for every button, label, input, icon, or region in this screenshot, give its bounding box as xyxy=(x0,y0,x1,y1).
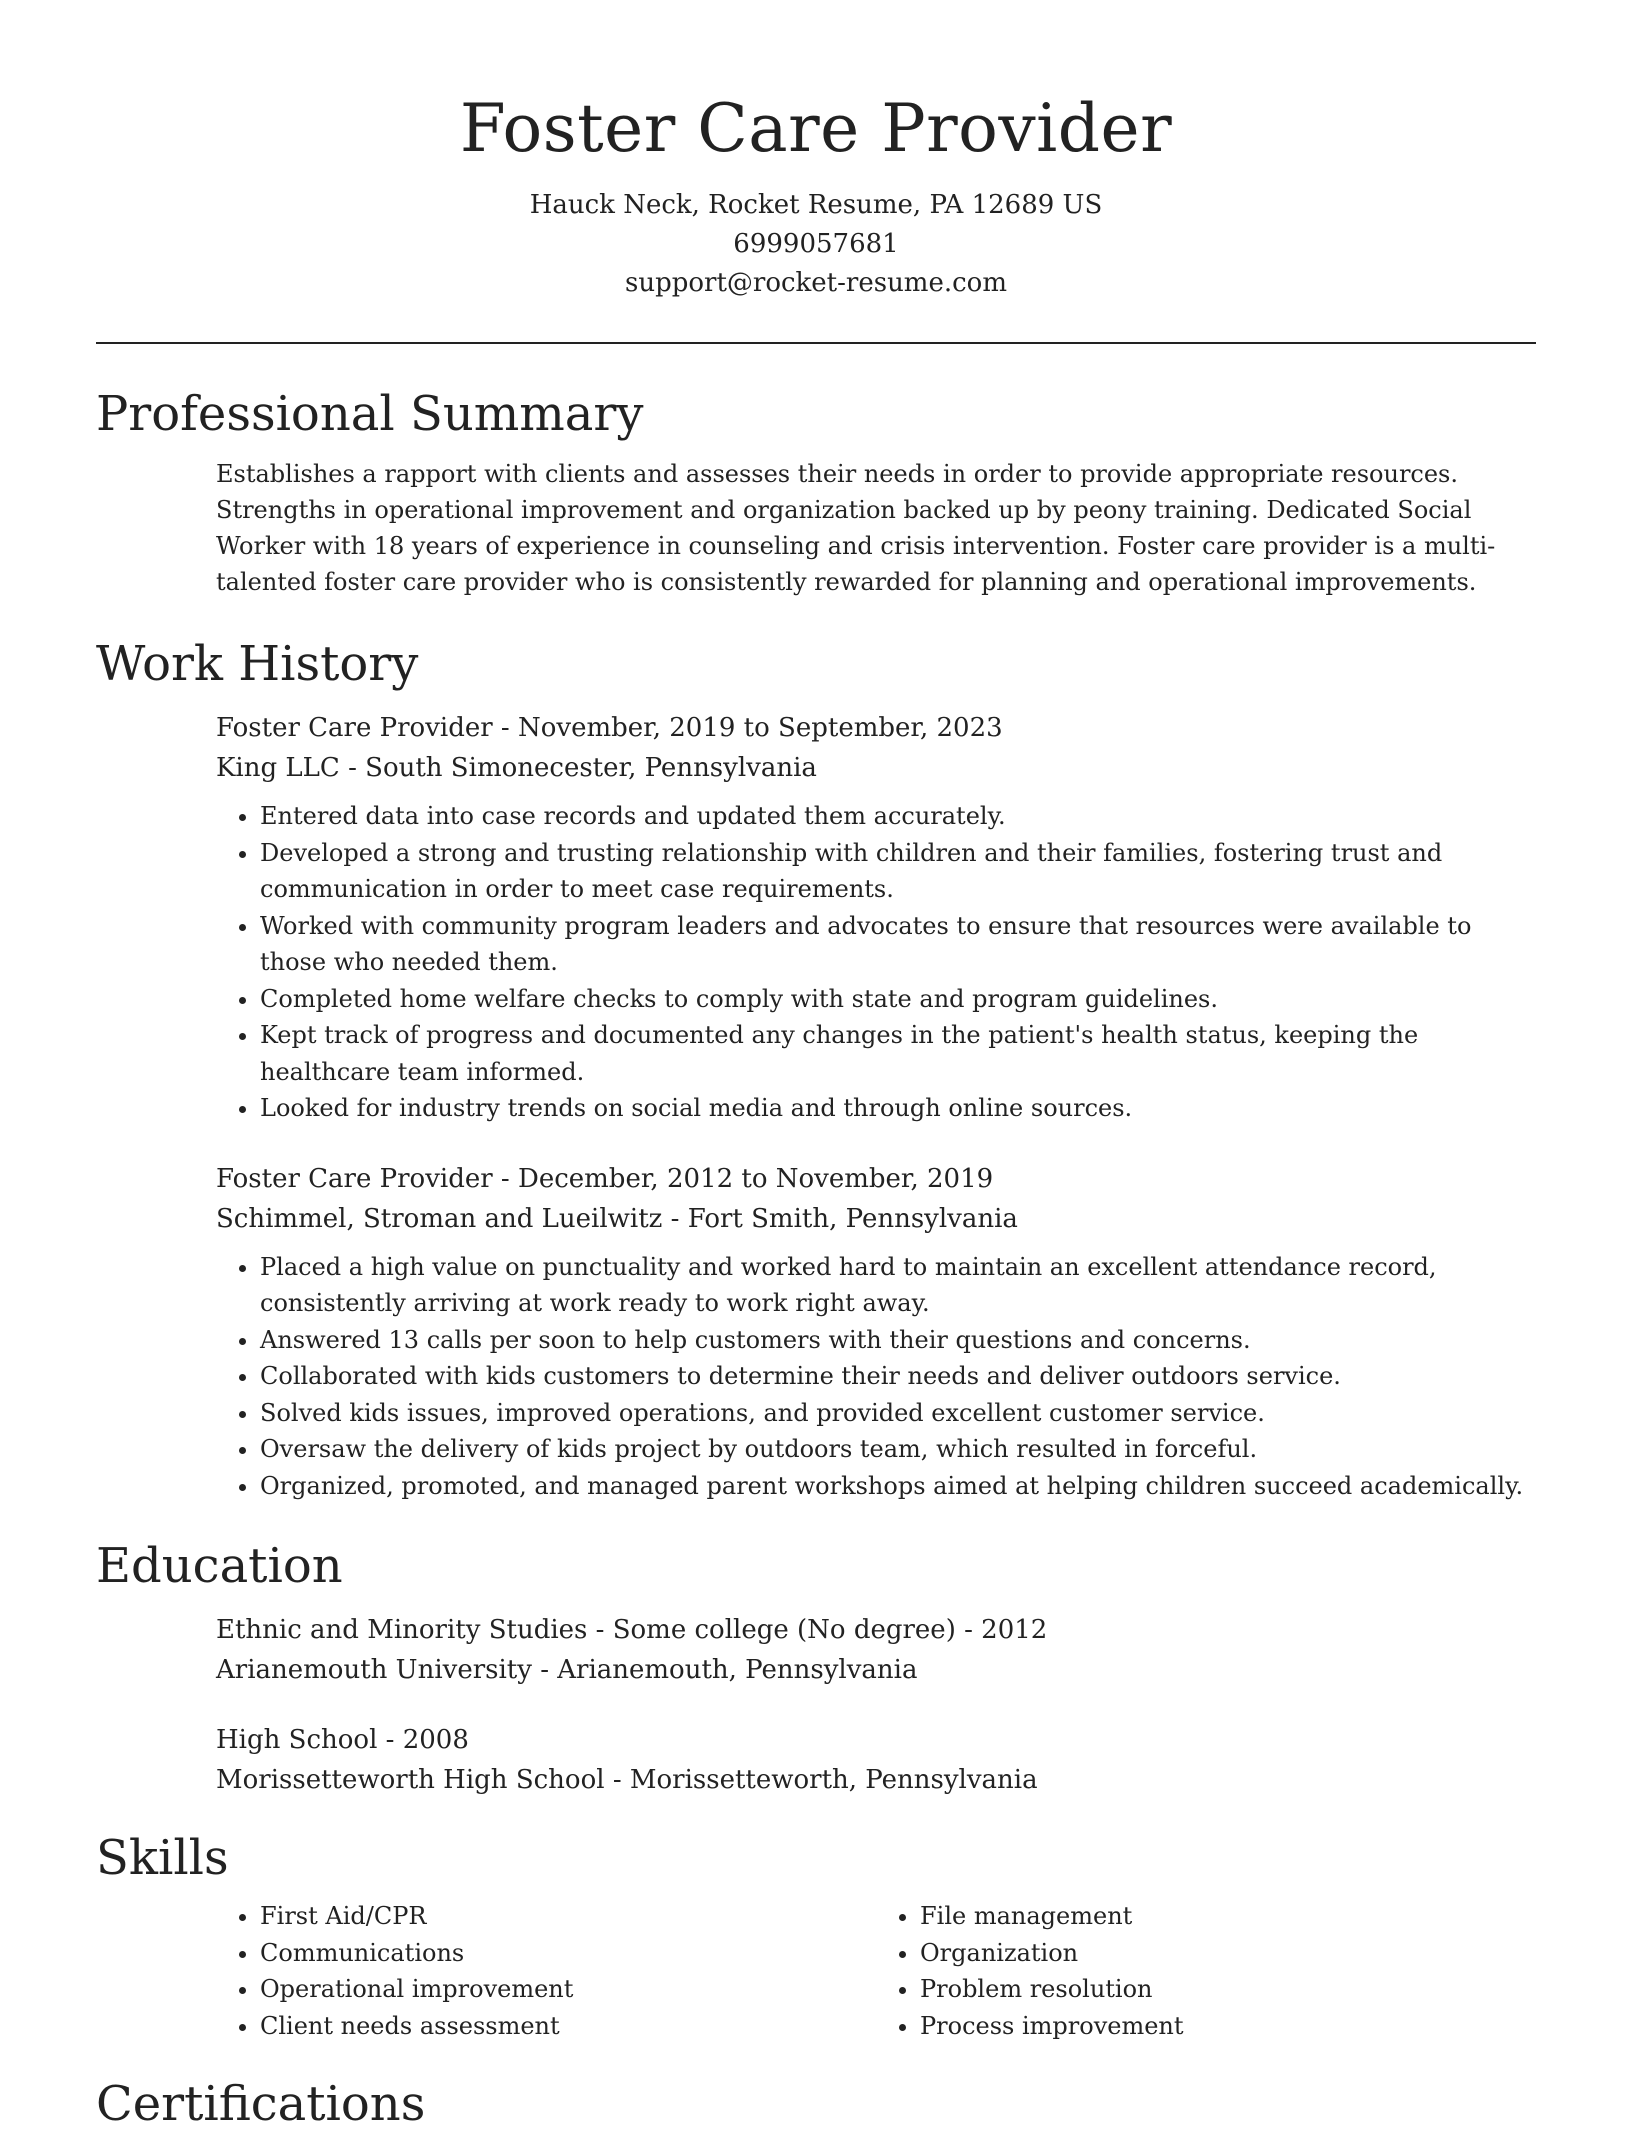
education-degree: Ethnic and Minority Studies - Some college (No degree) xyxy=(216,1615,956,1645)
job-title-line xyxy=(216,708,1536,748)
list-item: • Looked for industry trends on social media and through online sources. xyxy=(260,1090,1536,1127)
list-item: • Kept track of progress and documented any changes in the patient's health status, keeping the healthcare team informed. xyxy=(260,1017,1536,1090)
list-item: • Organization xyxy=(920,1935,1536,1972)
job-bullets xyxy=(216,798,1536,1127)
education-entry xyxy=(216,1720,1536,1800)
list-item: • File management xyxy=(920,1898,1536,1935)
list-item: • Client needs assessment xyxy=(260,2008,876,2045)
skills-list-right xyxy=(876,1898,1536,2044)
education-section xyxy=(96,1534,1536,1830)
summary-content xyxy=(216,456,1536,600)
education-content xyxy=(216,1610,1536,1800)
education-location: - Arianemouth, Pennsylvania xyxy=(531,1655,918,1685)
education-title: Education xyxy=(96,1538,343,1594)
job-company: King LLC xyxy=(216,753,340,783)
list-item: • Worked with community program leaders and advocates to ensure that resources were available to those who needed them. xyxy=(260,908,1536,981)
list-item: • Solved kids issues, improved operations, and provided excellent customer service. xyxy=(260,1395,1536,1432)
candidate-name: Foster Care Provider xyxy=(459,90,1173,167)
skills-grid xyxy=(216,1898,1536,2044)
education-degree-line xyxy=(216,1610,1536,1650)
job-position: Foster Care Provider xyxy=(216,1163,493,1194)
list-item: • Communications xyxy=(260,1935,876,1972)
list-item: • Problem resolution xyxy=(920,1971,1536,2008)
job-company: Schimmel, Stroman and Lueilwitz xyxy=(216,1203,663,1234)
summary-text: Establishes a rapport with clients and assesses their needs in order to provide appropriate resources. Strengths in operational improvement and organization backed up by peony training. Dedicated Social Worker with 18 years of experience in counseling and crisis intervention. Foster care provider is a multi-talented foster care provider who is consistently rewarded for planning and operational improvements. xyxy=(216,460,1496,596)
phone-number: 6999057681 xyxy=(733,229,899,259)
job-company-line xyxy=(216,748,1536,788)
education-degree-line xyxy=(216,1720,1536,1760)
skills-section xyxy=(96,1826,1536,2044)
summary-section xyxy=(96,382,1536,600)
education-entry xyxy=(216,1610,1536,1690)
list-item: • Entered data into case records and updated them accurately. xyxy=(260,798,1536,835)
certifications-section xyxy=(96,2072,1536,2136)
list-item: • Developed a strong and trusting relationship with children and their families, fostering trust and communication in order to meet case requirements. xyxy=(260,835,1536,908)
education-location: - Morissetteworth, Pennsylvania xyxy=(604,1765,1038,1795)
job-bullets xyxy=(216,1249,1536,1505)
job-location: - South Simonecester, Pennsylvania xyxy=(339,753,817,783)
skills-title: Skills xyxy=(96,1830,229,1886)
list-item: • Organized, promoted, and managed parent workshops aimed at helping children succeed academically. xyxy=(260,1468,1536,1505)
education-degree: High School xyxy=(216,1725,378,1755)
list-item: • First Aid/CPR xyxy=(260,1898,876,1935)
education-year: - 2008 xyxy=(377,1725,469,1755)
list-item: • Placed a high value on punctuality and worked hard to maintain an excellent attendance record, consistently arriving at work ready to work right away. xyxy=(260,1249,1536,1322)
education-school: Arianemouth University xyxy=(216,1655,532,1685)
job-entry xyxy=(216,708,1536,1127)
address: Hauck Neck, Rocket Resume, PA 12689 US xyxy=(529,190,1103,220)
education-year: - 2012 xyxy=(955,1615,1048,1645)
job-location: - Fort Smith, Pennsylvania xyxy=(662,1203,1018,1234)
summary-title: Professional Summary xyxy=(96,386,644,442)
work-history-section xyxy=(96,632,1536,1526)
skills-content xyxy=(216,1898,1536,2044)
list-item: • Collaborated with kids customers to determine their needs and deliver outdoors service. xyxy=(260,1358,1536,1395)
certifications-title: Certifications xyxy=(96,2076,426,2132)
job-entry xyxy=(216,1159,1536,1505)
job-position: Foster Care Provider xyxy=(216,713,493,743)
skills-list-left xyxy=(216,1898,876,2044)
education-school: Morissetteworth High School xyxy=(216,1765,605,1795)
job-dates: - December, 2012 to November, 2019 xyxy=(492,1163,994,1194)
education-school-line xyxy=(216,1650,1536,1690)
email-address: support@rocket-resume.com xyxy=(624,268,1007,298)
header-divider xyxy=(96,342,1536,344)
education-school-line xyxy=(216,1760,1536,1800)
work-history-title: Work History xyxy=(96,636,419,692)
resume-header xyxy=(0,84,1632,303)
job-title-line xyxy=(216,1159,1536,1199)
list-item: • Answered 13 calls per soon to help customers with their questions and concerns. xyxy=(260,1322,1536,1359)
job-dates: - November, 2019 to September, 2023 xyxy=(492,713,1003,743)
list-item: • Process improvement xyxy=(920,2008,1536,2045)
list-item: • Operational improvement xyxy=(260,1971,876,2008)
list-item: • Completed home welfare checks to comply with state and program guidelines. xyxy=(260,981,1536,1018)
list-item: • Oversaw the delivery of kids project by outdoors team, which resulted in forceful. xyxy=(260,1431,1536,1468)
job-company-line xyxy=(216,1199,1536,1239)
work-history-content xyxy=(216,708,1536,1504)
